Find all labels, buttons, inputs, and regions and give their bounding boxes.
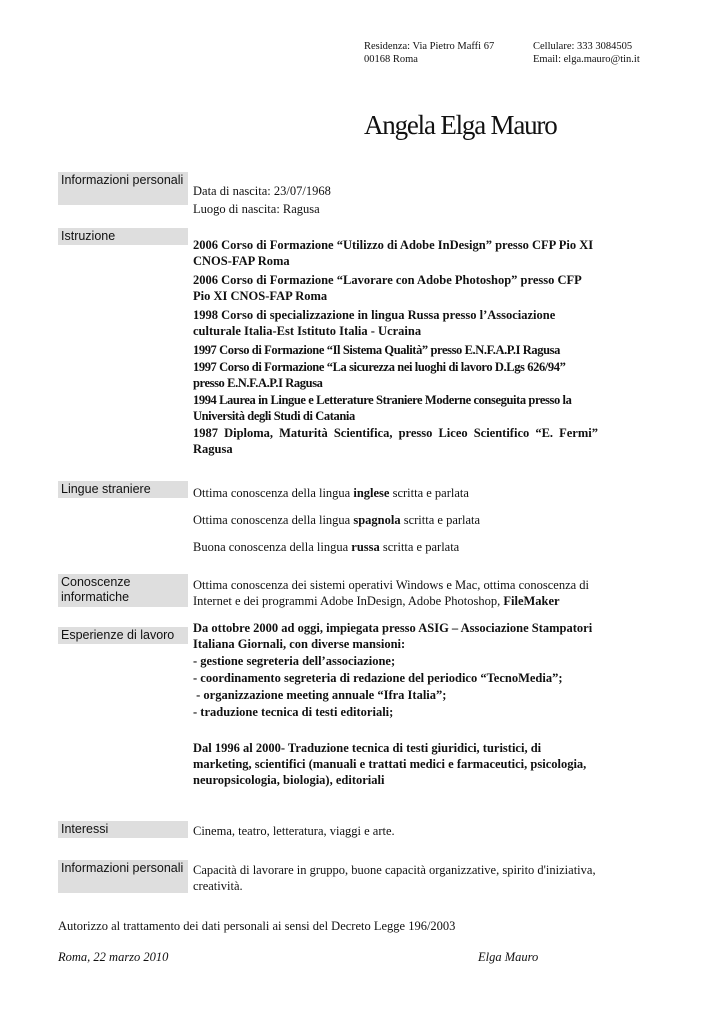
place-date: Roma, 22 marzo 2010 bbox=[58, 950, 169, 964]
education-item: 2006 Corso di Formazione “Utilizzo di Adobe InDesign” presso CFP Pio XI CNOS-FAP Roma bbox=[193, 238, 594, 268]
computer-text: Ottima conoscenza dei sistemi operativi Windows e Mac, ottima conoscenza di Internet e dei programmi Adobe InDesign, Adobe Photoshop, bbox=[193, 578, 590, 608]
section-languages bbox=[193, 485, 598, 555]
interests-text: Cinema, teatro, letteratura, viaggi e arte. bbox=[193, 824, 395, 838]
section-label-education: Istruzione bbox=[58, 228, 188, 245]
section-label-computer: Conoscenze informatiche bbox=[58, 574, 188, 607]
education-item: 1994 Laurea in Lingue e Letterature Straniere Moderne conseguita presso la Università degli Studi di Catania bbox=[193, 393, 572, 423]
signature: Elga Mauro bbox=[478, 950, 539, 964]
birth-place: Luogo di nascita: Ragusa bbox=[193, 202, 320, 216]
experience-task: - organizzazione meeting annuale “Ifra Italia”; bbox=[193, 688, 447, 702]
section-label-personal: Informazioni personali bbox=[58, 172, 188, 205]
email-address: Email: elga.mauro@tin.it bbox=[533, 54, 640, 65]
experience-task: - gestione segreteria dell’associazione; bbox=[193, 654, 396, 668]
contact-block bbox=[533, 40, 640, 66]
section-computer bbox=[193, 577, 598, 609]
language-item: Ottima conoscenza della lingua inglese scritta e parlata bbox=[193, 486, 469, 500]
education-item: 1997 Corso di Formazione “Il Sistema Qualità” presso E.N.F.A.P.I Ragusa bbox=[193, 343, 560, 357]
section-experience bbox=[193, 620, 598, 788]
consent-statement: Autorizzo al trattamento dei dati personali ai sensi del Decreto Legge 196/2003 bbox=[58, 919, 456, 933]
section-label-languages: Lingue straniere bbox=[58, 481, 188, 498]
section-personal bbox=[193, 183, 598, 217]
phone-number: Cellulare: 333 3084505 bbox=[533, 41, 633, 52]
birth-date: Data di nascita: 23/07/1968 bbox=[193, 184, 331, 198]
residence-city: 00168 Roma bbox=[364, 54, 418, 65]
residence-block bbox=[364, 40, 494, 66]
language-item: Ottima conoscenza della lingua spagnola scritta e parlata bbox=[193, 513, 481, 527]
education-item: 2006 Corso di Formazione “Lavorare con Adobe Photoshop” presso CFP Pio XI CNOS-FAP Roma bbox=[193, 273, 582, 303]
experience-intro: Da ottobre 2000 ad oggi, impiegata presso ASIG – Associazione Stampatori Italiana Giornali, con diverse mansioni: bbox=[193, 621, 593, 651]
residence-address: Residenza: Via Pietro Maffi 67 bbox=[364, 41, 495, 52]
computer-bold: FileMaker bbox=[503, 594, 560, 608]
education-item: 1997 Corso di Formazione “La sicurezza nei luoghi di lavoro D.Lgs 626/94” presso E.N.F.A.P.I Ragusa bbox=[193, 360, 566, 390]
section-label-personal-2: Informazioni personali bbox=[58, 860, 188, 893]
section-label-experience: Esperienze di lavoro bbox=[58, 627, 188, 644]
experience-task: - traduzione tecnica di testi editoriali; bbox=[193, 705, 394, 719]
language-item: Buona conoscenza della lingua russa scritta e parlata bbox=[193, 540, 460, 554]
education-item: 1998 Corso di specializzazione in lingua Russa presso l’Associazione culturale Italia-Est Istituto Italia - Ucraina bbox=[193, 308, 556, 338]
education-item: 1987 Diploma, Maturità Scientifica, presso Liceo Scientifico “E. Fermi” Ragusa bbox=[193, 426, 598, 456]
section-label-interests: Interessi bbox=[58, 821, 188, 838]
experience-task: - coordinamento segreteria di redazione del periodico “TecnoMedia”; bbox=[193, 671, 563, 685]
cv-name: Angela Elga Mauro bbox=[364, 110, 557, 140]
personal-skills-text: Capacità di lavorare in gruppo, buone capacità organizzative, spirito d'iniziativa, creatività. bbox=[193, 863, 596, 893]
section-education bbox=[193, 237, 598, 457]
experience-second: Dal 1996 al 2000- Traduzione tecnica di testi giuridici, turistici, di marketing, scientifici (manuali e trattati medici e farmaceutici, psicologia, neuropsicologia, biologia), editoriali bbox=[193, 741, 587, 787]
